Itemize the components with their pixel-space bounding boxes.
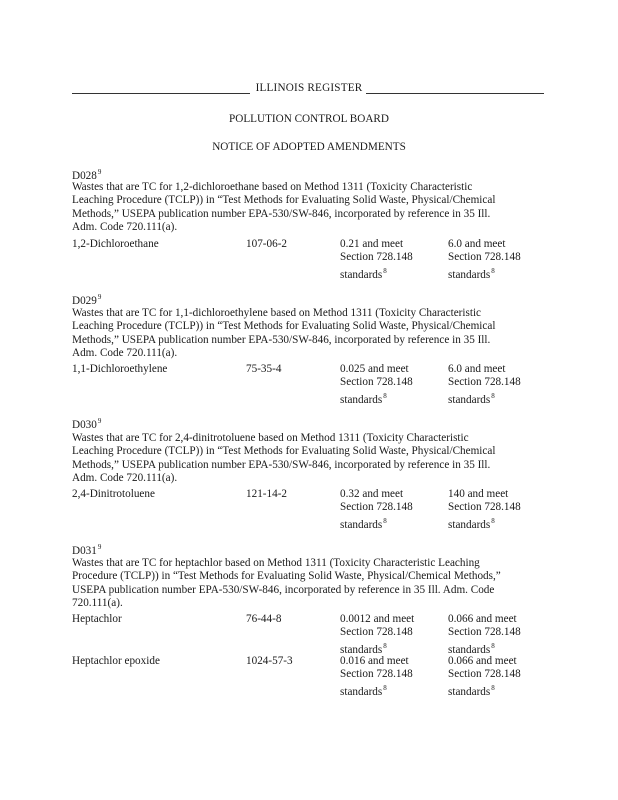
waste-code: $D030^9$ (72, 417, 102, 431)
wastewater-standard: 0.32 and meet Section 728.148 standards$^8$ (340, 488, 413, 531)
wastewater-standard: 0.0012 and meet Section 728.148 standards$^8$ (340, 613, 415, 656)
header-rule-right (366, 93, 544, 94)
wastewater-standard: 0.21 and meet Section 728.148 standards$^8$ (340, 238, 413, 281)
cas-number: 76-44-8 (246, 613, 282, 625)
register-title: ILLINOIS REGISTER (255, 82, 363, 94)
nonwastewater-standard: 6.0 and meet Section 728.148 standards$^8$ (448, 238, 521, 281)
waste-description: Wastes that are TC for 1,1-dichloroethylene based on Method 1311 (Toxicity Characteristic Leaching Procedure (TCLP)) in “Test Methods for Evaluating Solid Waste, Physical/Chemical Methods,” USEPA publication number EPA-530/SW-846, incorporated by reference in 35 Ill. Adm. Code 720.111(a). (72, 307, 496, 360)
waste-code: $D029^9$ (72, 293, 102, 307)
constituent-name: 2,4-Dinitrotoluene (72, 488, 155, 500)
constituent-name: Heptachlor (72, 613, 122, 625)
nonwastewater-standard: 0.066 and meet Section 728.148 standards$^8$ (448, 655, 521, 698)
waste-code: $D028^9$ (72, 168, 102, 182)
waste-description: Wastes that are TC for 2,4-dinitrotoluene based on Method 1311 (Toxicity Characteristic Leaching Procedure (TCLP)) in “Test Methods for Evaluating Solid Waste, Physical/Chemical Methods,” USEPA publication number EPA-530/SW-846, incorporated by reference in 35 Ill. Adm. Code 720.111(a). (72, 432, 496, 485)
constituent-name: Heptachlor epoxide (72, 655, 160, 667)
constituent-name: 1,1-Dichloroethylene (72, 363, 168, 375)
waste-code: $D031^9$ (72, 543, 102, 557)
wastewater-standard: 0.016 and meet Section 728.148 standards$^8$ (340, 655, 413, 698)
cas-number: 75-35-4 (246, 363, 282, 375)
wastewater-standard: 0.025 and meet Section 728.148 standards$^8$ (340, 363, 413, 406)
cas-number: 107-06-2 (246, 238, 288, 250)
notice-title: NOTICE OF ADOPTED AMENDMENTS (212, 141, 406, 153)
nonwastewater-standard: 140 and meet Section 728.148 standards$^8$ (448, 488, 521, 531)
waste-description: Wastes that are TC for heptachlor based on Method 1311 (Toxicity Characteristic Leaching Procedure (TCLP)) in “Test Methods for Evaluating Solid Waste, Physical/Chemical Methods,” USEPA publication number EPA-530/SW-846, incorporated by reference in 35 Ill. Adm. Code 720.111(a). (72, 557, 501, 610)
constituent-name: 1,2-Dichloroethane (72, 238, 159, 250)
nonwastewater-standard: 6.0 and meet Section 728.148 standards$^8$ (448, 363, 521, 406)
waste-description: Wastes that are TC for 1,2-dichloroethane based on Method 1311 (Toxicity Characteristic Leaching Procedure (TCLP)) in “Test Methods for Evaluating Solid Waste, Physical/Chemical Methods,” USEPA publication number EPA-530/SW-846, incorporated by reference in 35 Ill. Adm. Code 720.111(a). (72, 181, 496, 234)
cas-number: 1024-57-3 (246, 655, 293, 667)
nonwastewater-standard: 0.066 and meet Section 728.148 standards$^8$ (448, 613, 521, 656)
cas-number: 121-14-2 (246, 488, 288, 500)
board-title: POLLUTION CONTROL BOARD (229, 113, 389, 125)
